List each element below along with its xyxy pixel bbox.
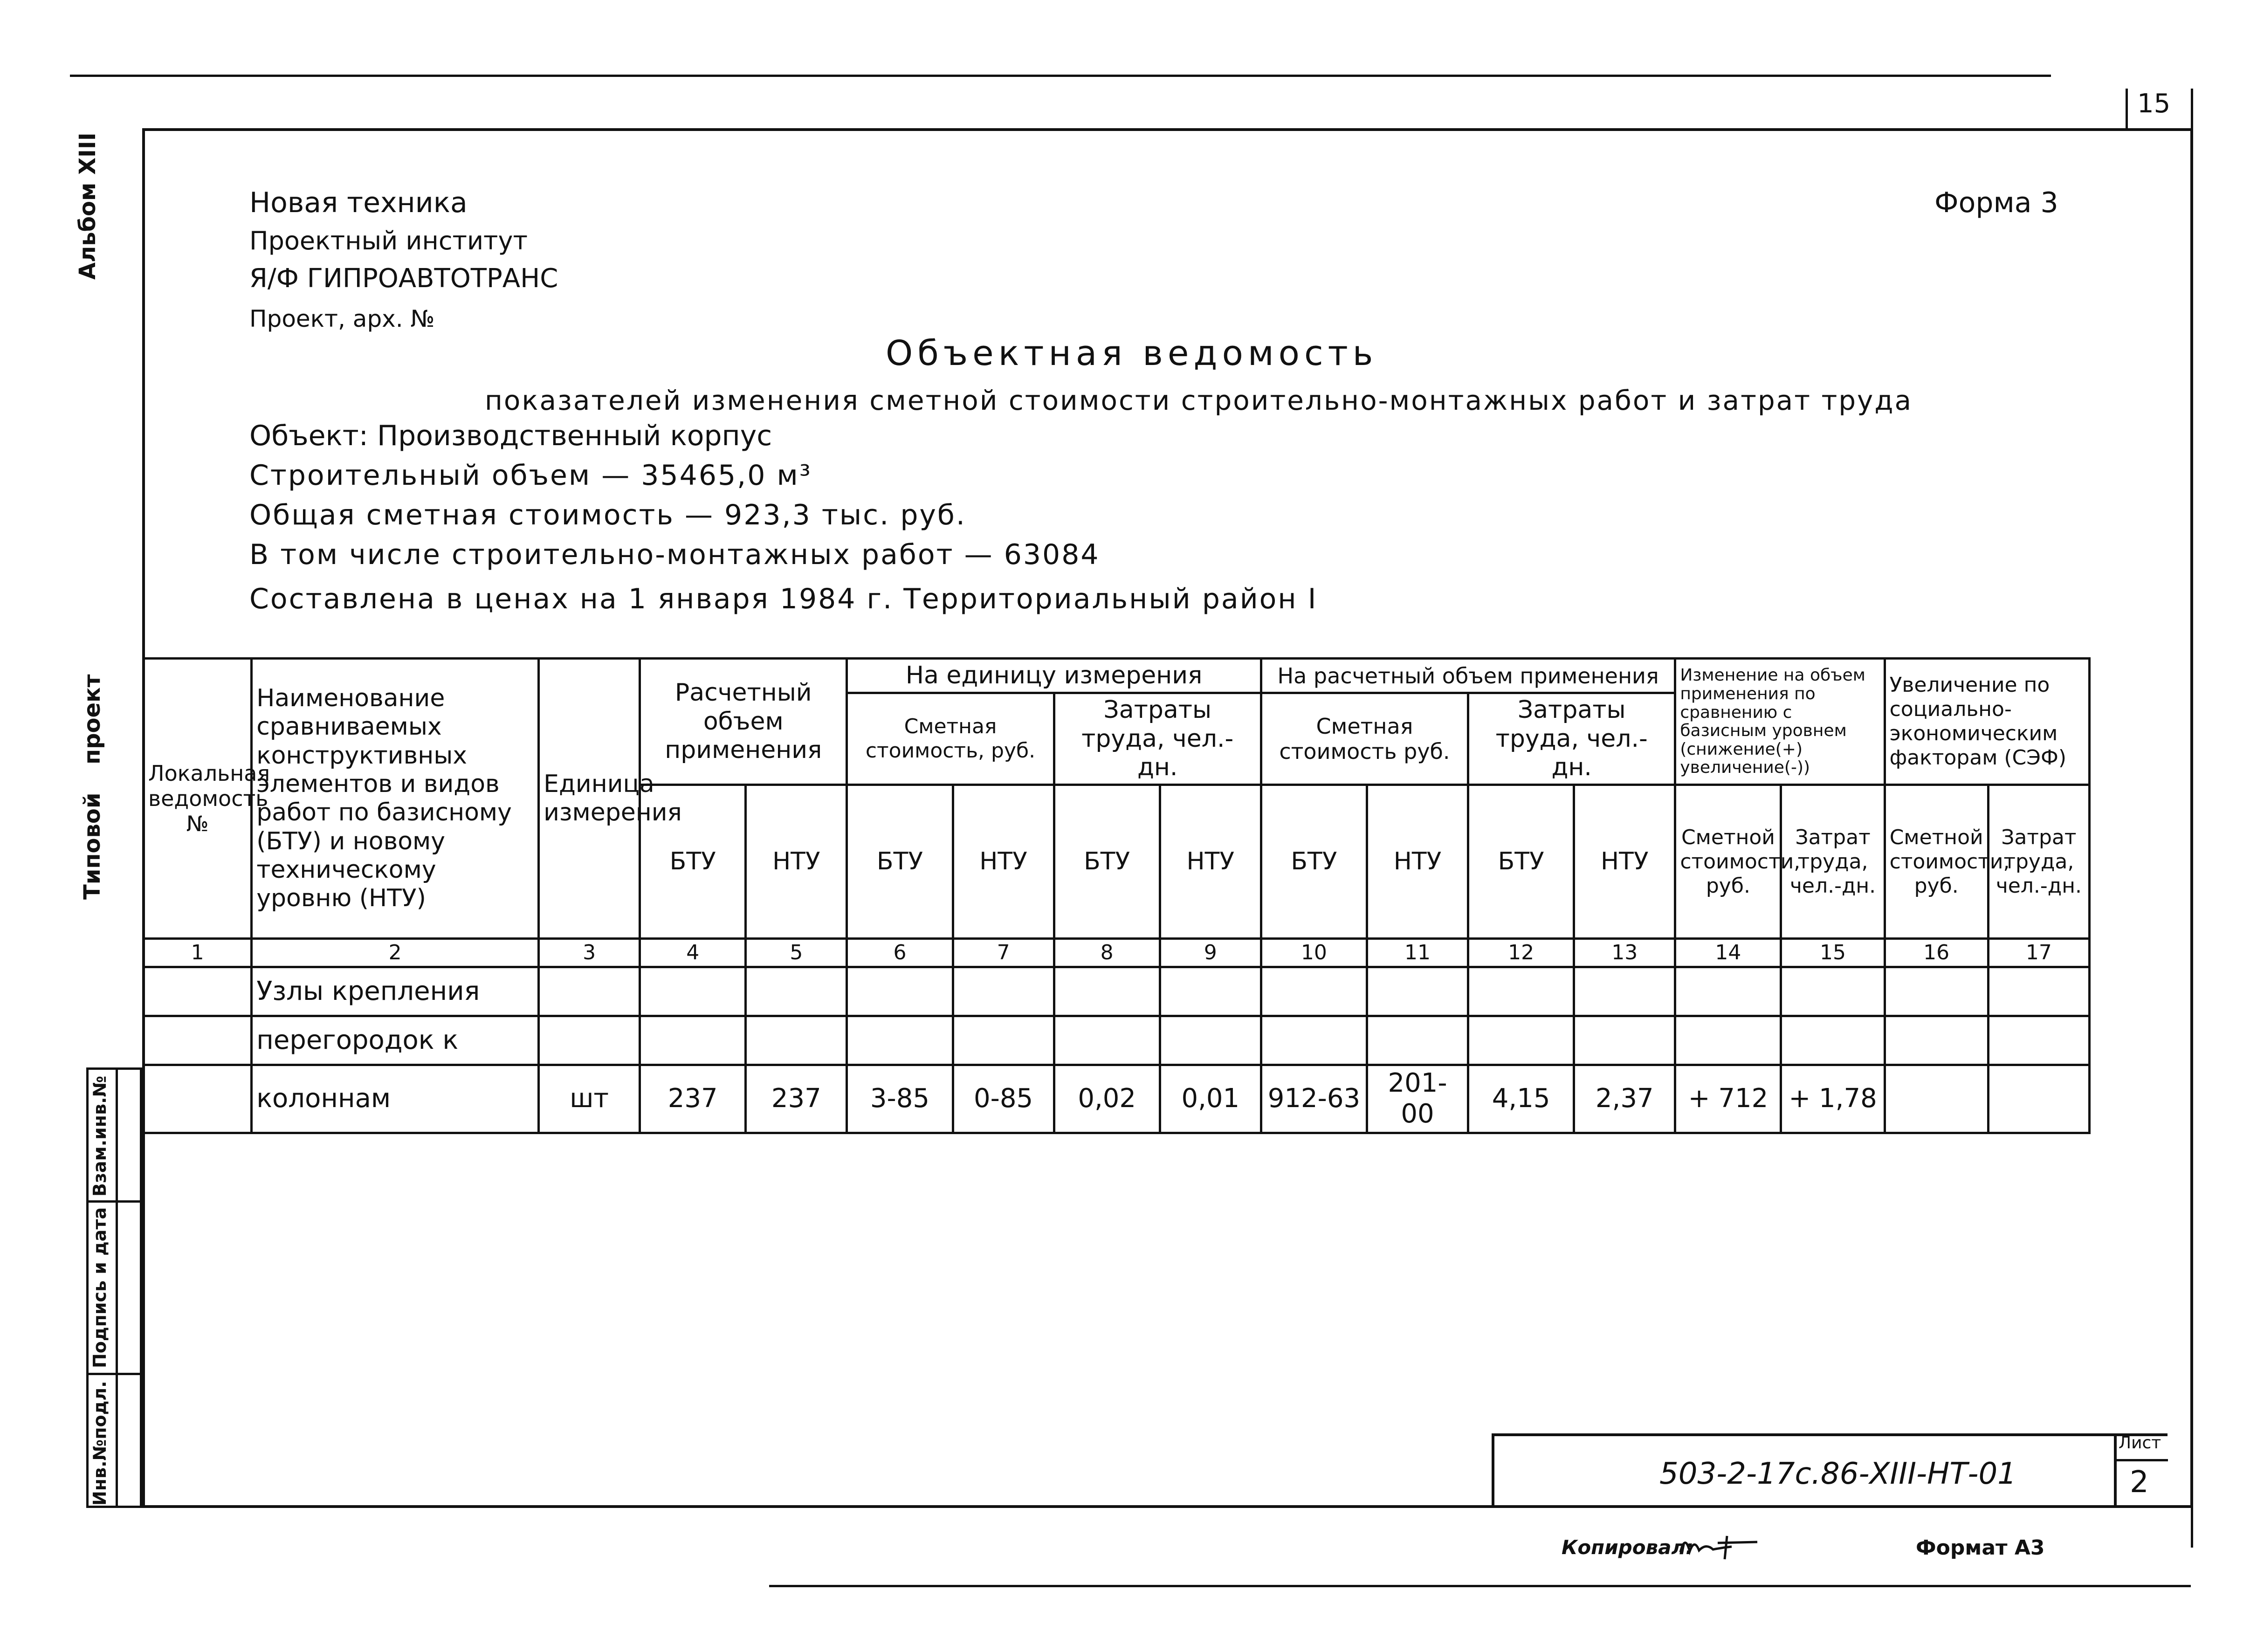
col-number: 2 <box>252 939 539 967</box>
table-cell <box>847 967 953 1016</box>
bottom-rule <box>769 1585 2191 1587</box>
table-cell <box>1885 1016 1988 1065</box>
org-name: Новая техника <box>249 186 468 219</box>
col-number: 6 <box>847 939 953 967</box>
inv-label: Инв.№подл. <box>89 1381 110 1506</box>
hdr-element-name: Наименование сравниваемых конструктивных элементов и видов работ по базисному (БТУ) и новому техническому уровню (НТУ) <box>252 659 539 939</box>
table-cell <box>640 1016 746 1065</box>
hdr-social-labor: Затрат труда, чел.-дн. <box>1988 785 2089 939</box>
table-cell <box>640 967 746 1016</box>
hdr-bty: БТУ <box>847 785 953 939</box>
table-cell <box>1160 967 1261 1016</box>
col-number: 8 <box>1054 939 1160 967</box>
table-cell <box>1367 1016 1468 1065</box>
hdr-change-cost: Сметной стоимости, руб. <box>1675 785 1781 939</box>
col-number: 15 <box>1781 939 1885 967</box>
page-number: 15 <box>2137 89 2171 119</box>
hdr-per-volume: На расчетный объем применения <box>1261 659 1675 693</box>
table-cell: 3-85 <box>847 1065 953 1133</box>
table-cell <box>1367 967 1468 1016</box>
copied-label: Копировал: <box>1562 1536 1694 1559</box>
table-cell: + 1,78 <box>1781 1065 1885 1133</box>
hdr-calc-volume: Расчетный объем применения <box>640 659 847 785</box>
table-cell <box>539 967 640 1016</box>
hdr-social: Увеличение по социально-экономическим факторам (СЭФ) <box>1885 659 2089 785</box>
hdr-bty: БТУ <box>1054 785 1160 939</box>
hdr-change: Изменение на объем применения по сравнению с базисным уровнем (снижение(+) увеличение(-)) <box>1675 659 1885 785</box>
col-number: 4 <box>640 939 746 967</box>
table-cell: + 712 <box>1675 1065 1781 1133</box>
table-cell <box>1885 1065 1988 1133</box>
col-number: 3 <box>539 939 640 967</box>
table-cell <box>746 1016 847 1065</box>
total-cost-line: Общая сметная стоимость — 923,3 тыс. руб. <box>249 499 966 531</box>
table-cell <box>1988 1065 2089 1133</box>
col-number: 16 <box>1885 939 1988 967</box>
table-cell <box>746 967 847 1016</box>
table-cell: 4,15 <box>1468 1065 1574 1133</box>
col-number: 9 <box>1160 939 1261 967</box>
hdr-bty: БТУ <box>640 785 746 939</box>
sheet-box <box>2114 1433 2170 1508</box>
table-cell: шт <box>539 1065 640 1133</box>
typical-label: Типовой <box>79 792 105 900</box>
replace-inv-label: Взам.инв.№ <box>89 1075 110 1197</box>
hdr-nty: НТУ <box>1367 785 1468 939</box>
table-cell <box>1468 967 1574 1016</box>
hdr-nty: НТУ <box>1160 785 1261 939</box>
format-label: Формат А3 <box>1916 1536 2045 1560</box>
hdr-unit: Единица измерения <box>539 659 640 939</box>
table-cell: Узлы крепления <box>252 967 539 1016</box>
stamp-divider-1 <box>89 1200 140 1203</box>
project-label: проект <box>79 674 105 764</box>
col-number: 5 <box>746 939 847 967</box>
hdr-per-volume-cost: Сметная стоимость руб. <box>1261 693 1468 785</box>
hdr-nty: НТУ <box>953 785 1054 939</box>
table-cell <box>1988 1016 2089 1065</box>
table-cell <box>847 1016 953 1065</box>
table-cell <box>1574 1016 1675 1065</box>
hdr-nty: НТУ <box>746 785 847 939</box>
left-stamp-strip <box>86 1067 142 1508</box>
table-cell <box>1675 1016 1781 1065</box>
col-number: 14 <box>1675 939 1781 967</box>
table-cell <box>1988 967 2089 1016</box>
object-line: Объект: Производственный корпус <box>249 420 772 452</box>
copier-signature <box>1678 1529 1762 1562</box>
col-number: 11 <box>1367 939 1468 967</box>
table-cell <box>144 1065 252 1133</box>
table-cell: 2,37 <box>1574 1065 1675 1133</box>
hdr-bty: БТУ <box>1261 785 1367 939</box>
col-number: 10 <box>1261 939 1367 967</box>
col-number: 17 <box>1988 939 2089 967</box>
stamp-inner-rule <box>116 1070 118 1506</box>
table-cell <box>1574 967 1675 1016</box>
table-cell <box>144 967 252 1016</box>
col-number: 1 <box>144 939 252 967</box>
table-cell <box>1468 1016 1574 1065</box>
hdr-social-cost: Сметной стоимости, руб. <box>1885 785 1988 939</box>
col-number: 13 <box>1574 939 1675 967</box>
form-label: Форма 3 <box>1934 186 2058 219</box>
stamp-divider-2 <box>89 1373 140 1375</box>
table-cell <box>1781 1016 1885 1065</box>
hdr-per-unit-labor: Затраты труда, чел.- дн. <box>1054 693 1261 785</box>
prices-line: Составлена в ценах на 1 января 1984 г. Территориальный район I <box>249 583 1318 615</box>
signature-date-label: Подпись и дата <box>89 1207 110 1368</box>
table-cell <box>539 1016 640 1065</box>
hdr-bty: БТУ <box>1468 785 1574 939</box>
table-cell: 0,02 <box>1054 1065 1160 1133</box>
col-number: 7 <box>953 939 1054 967</box>
table-cell <box>1261 967 1367 1016</box>
album-label: Альбом XIII <box>75 132 101 280</box>
sheet-divider <box>2117 1459 2168 1461</box>
table-cell: 0-85 <box>953 1065 1054 1133</box>
hdr-change-labor: Затрат труда, чел.-дн. <box>1781 785 1885 939</box>
sheet-label: Лист <box>2119 1433 2161 1452</box>
table-cell <box>1781 967 1885 1016</box>
signature-stroke <box>1680 1536 1757 1559</box>
column-number-row <box>144 939 2090 967</box>
main-table <box>142 657 2091 1134</box>
table-cell: 201-00 <box>1367 1065 1468 1133</box>
table-cell <box>953 1016 1054 1065</box>
volume-line: Строительный объем — 35465,0 м³ <box>249 459 812 492</box>
table-cell: 237 <box>640 1065 746 1133</box>
project-archive: Проект, арх. № <box>249 305 435 332</box>
table-cell <box>1054 1016 1160 1065</box>
page-title: Объектная ведомость <box>886 333 1378 373</box>
table-cell: 0,01 <box>1160 1065 1261 1133</box>
table-cell: 237 <box>746 1065 847 1133</box>
institute-name: Я/Ф ГИПРОАВТОТРАНС <box>249 263 558 294</box>
table-cell <box>1885 967 1988 1016</box>
hdr-per-unit-cost: Сметная стоимость, руб. <box>847 693 1054 785</box>
document-code: 503-2-17с.86-XIII-НТ-01 <box>1659 1457 2016 1491</box>
hdr-nty: НТУ <box>1574 785 1675 939</box>
sheet-number: 2 <box>2130 1465 2149 1500</box>
table-cell: 912-63 <box>1261 1065 1367 1133</box>
table-cell <box>1675 967 1781 1016</box>
table-row <box>144 1016 2090 1065</box>
col-number: 12 <box>1468 939 1574 967</box>
construction-works-line: В том числе строительно-монтажных работ — 63084 <box>249 538 1100 571</box>
page-number-divider <box>2126 89 2128 131</box>
table-cell <box>1160 1016 1261 1065</box>
table-cell <box>953 967 1054 1016</box>
table-cell: перегородок к <box>252 1016 539 1065</box>
institute-label: Проектный институт <box>249 226 528 255</box>
table-row <box>144 967 2090 1016</box>
table-cell <box>1054 967 1160 1016</box>
table-row <box>144 1065 2090 1133</box>
table-cell <box>1261 1016 1367 1065</box>
hdr-per-unit: На единицу измерения <box>847 659 1261 693</box>
table-cell: колоннам <box>252 1065 539 1133</box>
hdr-per-volume-labor: Затраты труда, чел.- дн. <box>1468 693 1675 785</box>
page-subtitle: показателей изменения сметной стоимости строительно-монтажных работ и затрат труда <box>485 385 1913 416</box>
table-cell <box>144 1016 252 1065</box>
hdr-local-statement: Локальная ведомость № <box>144 659 252 939</box>
top-rule <box>70 75 2051 77</box>
